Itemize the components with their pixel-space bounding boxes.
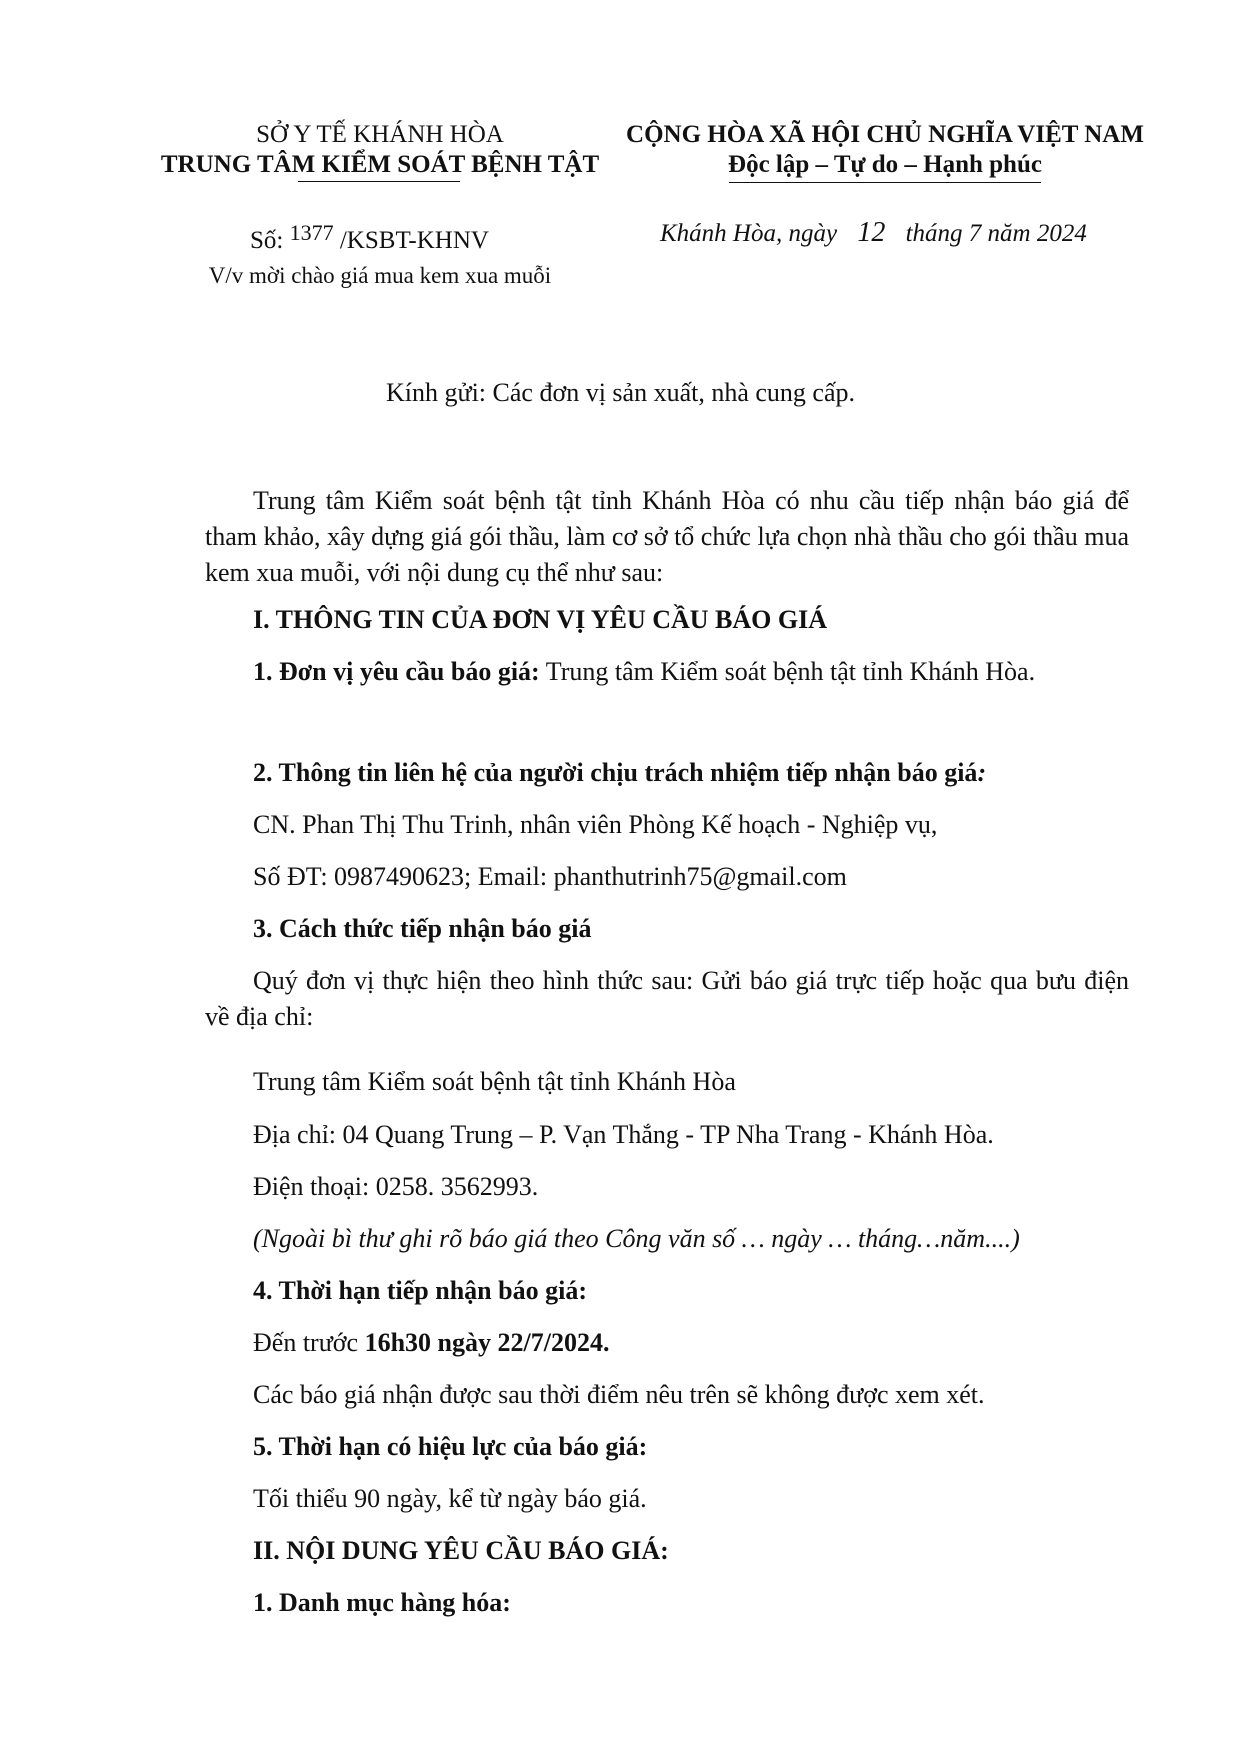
header-motto: Độc lập – Tự do – Hạnh phúc xyxy=(728,151,1042,178)
address-line: Địa chỉ: 04 Quang Trung – P. Vạn Thắng - TP Nha Trang - Khánh Hòa. xyxy=(253,1120,994,1149)
recipient-line: Kính gửi: Các đơn vị sản xuất, nhà cung cấp. xyxy=(385,378,855,407)
header-org: TRUNG TÂM KIỂM SOÁT BỆNH TẬT xyxy=(160,151,600,178)
number-suffix: /KSBT-KHNV xyxy=(339,227,489,254)
section-2-item-1-heading: 1. Danh mục hàng hóa: xyxy=(253,1588,511,1617)
header-dept: SỞ Y TẾ KHÁNH HÒA xyxy=(256,121,504,148)
late-note: Các báo giá nhận được sau thời điểm nêu trên sẽ không được xem xét. xyxy=(253,1380,985,1409)
section-1-item-5-heading: 5. Thời hạn có hiệu lực của báo giá: xyxy=(253,1432,648,1461)
date-suffix: tháng 7 năm 2024 xyxy=(905,220,1087,247)
section-1-item-3-text xyxy=(205,963,1129,1035)
deadline-line xyxy=(253,1326,609,1360)
item-1-label: 1. Đơn vị yêu cầu báo giá: xyxy=(253,657,540,686)
section-1-item-2-heading xyxy=(253,756,986,790)
header-nation: CỘNG HÒA XÃ HỘI CHỦ NGHĨA VIỆT NAM xyxy=(626,121,1144,148)
deadline-value: 16h30 ngày 22/7/2024. xyxy=(364,1328,610,1357)
contact-person: CN. Phan Thị Thu Trinh, nhân viên Phòng Kế hoạch - Nghiệp vụ, xyxy=(253,810,938,839)
address-phone: Điện thoại: 0258. 3562993. xyxy=(253,1172,539,1201)
number-value: 1377 xyxy=(289,220,334,245)
item-3-text: Quý đơn vị thực hiện theo hình thức sau: Gửi báo giá trực tiếp hoặc qua bưu điện về địa chỉ: xyxy=(205,966,1129,1031)
header-motto-underline xyxy=(729,182,1041,183)
document-number xyxy=(250,218,489,256)
section-1-title: I. THÔNG TIN CỦA ĐƠN VỊ YÊU CẦU BÁO GIÁ xyxy=(253,605,828,634)
document-date xyxy=(660,218,1087,249)
validity-line: Tối thiểu 90 ngày, kể từ ngày báo giá. xyxy=(253,1484,647,1513)
intro-paragraph xyxy=(205,483,1129,591)
item-2-colon: : xyxy=(977,758,987,787)
header-org-underline xyxy=(298,181,460,182)
address-name: Trung tâm Kiểm soát bệnh tật tỉnh Khánh Hòa xyxy=(253,1067,736,1096)
section-1-item-3-heading: 3. Cách thức tiếp nhận báo giá xyxy=(253,914,592,943)
date-day: 12 xyxy=(857,217,886,248)
deadline-prefix: Đến trước xyxy=(253,1328,359,1357)
item-2-label: 2. Thông tin liên hệ của người chịu trách nhiệm tiếp nhận báo giá xyxy=(253,758,978,787)
document-subject: V/v mời chào giá mua kem xua muỗi xyxy=(208,263,552,288)
item-1-text: Trung tâm Kiểm soát bệnh tật tỉnh Khánh Hòa. xyxy=(545,657,1036,686)
number-prefix: Số: xyxy=(250,227,284,254)
contact-phone-email: Số ĐT: 0987490623; Email: phanthutrinh75@gmail.com xyxy=(253,862,847,891)
section-1-item-1 xyxy=(205,654,1129,690)
envelope-note: (Ngoài bì thư ghi rõ báo giá theo Công văn số … ngày … tháng…năm....) xyxy=(253,1224,1020,1253)
intro-text: Trung tâm Kiểm soát bệnh tật tỉnh Khánh Hòa có nhu cầu tiếp nhận báo giá để tham khảo, xây dựng giá gói thầu, làm cơ sở tổ chức lựa chọn nhà thầu cho gói thầu mua kem xua muỗi, với nội dung cụ thể như sau: xyxy=(205,486,1129,587)
section-1-item-4-heading: 4. Thời hạn tiếp nhận báo giá: xyxy=(253,1276,587,1305)
date-prefix: Khánh Hòa, ngày xyxy=(660,220,838,247)
section-2-title: II. NỘI DUNG YÊU CẦU BÁO GIÁ: xyxy=(253,1536,669,1565)
